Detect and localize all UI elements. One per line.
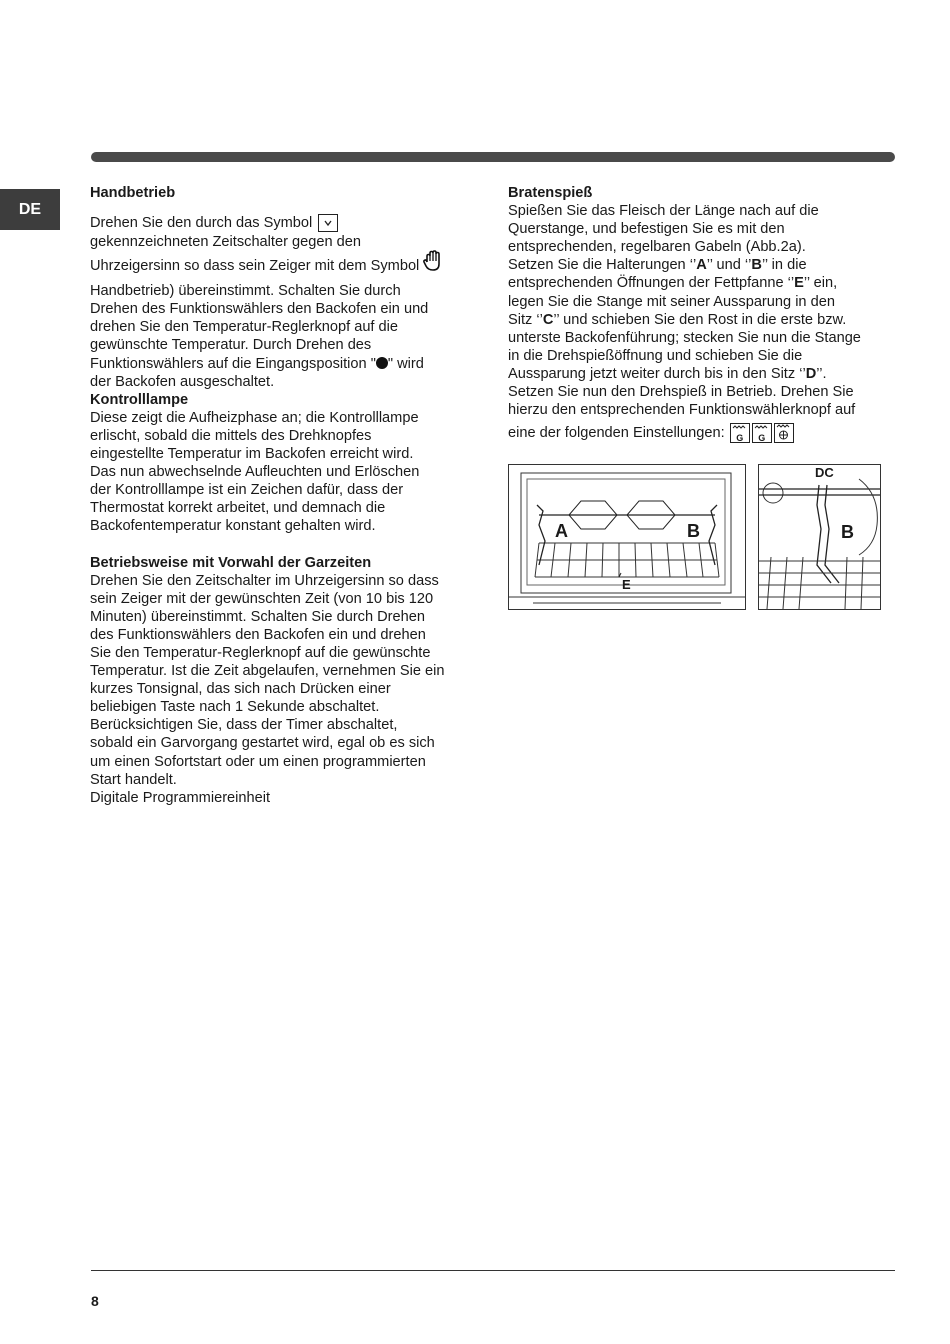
text-line: Drehen des Funktionswählers den Backofen ein und (90, 301, 429, 318)
text-line: hierzu den entsprechenden Funktionswählerknopf auf (508, 402, 856, 419)
right-column (508, 184, 888, 447)
text-line: Drehen Sie den Zeitschalter im Uhrzeigersinn so dass (90, 572, 439, 589)
figure-label-e: E (622, 577, 631, 592)
text-line: erlischt, sobald die mittels des Drehknopfes (90, 427, 372, 444)
page-number: 8 (91, 1293, 99, 1309)
text-line: Backofentemperatur konstant gehalten wird. (90, 518, 376, 535)
text-line: gewünschte Temperatur. Durch Drehen des (90, 337, 372, 354)
figure-label-b: B (687, 521, 700, 541)
text-line: Setzen Sie die Halterungen ‘’ (508, 257, 697, 274)
text-line: eine der folgenden Einstellungen: (508, 425, 725, 442)
text-line: der Backofen ausgeschaltet. (90, 373, 275, 390)
text-line: Handbetrieb) übereinstimmt. Schalten Sie durch (90, 283, 401, 300)
text-line: ’’. (816, 365, 827, 382)
text-line: ’’ ein, (803, 275, 838, 292)
text-line: gekennzeichneten Zeitschalter gegen den (90, 234, 361, 251)
hand-icon (423, 250, 443, 282)
text-line: Drehen Sie den durch das Symbol (90, 215, 313, 232)
header-bar (91, 152, 895, 162)
text-line: Berücksichtigen Sie, dass der Timer abschaltet, (90, 717, 398, 734)
text-line: der Kontrolllampe ist ein Zeichen dafür, dass der (90, 482, 404, 499)
grill-fan-icon (774, 423, 794, 443)
text-line: Das nun abwechselnde Aufleuchten und Erlöschen (90, 464, 420, 481)
text-line: sein Zeiger mit der gewünschten Zeit (von 10 bis 120 (90, 590, 434, 607)
left-column (90, 184, 475, 807)
text-line: Aussparung jetzt weiter durch bis in den Sitz ‘’ (508, 365, 806, 382)
text-line: beliebigen Taste nach 1 Sekunde abschaltet. (90, 699, 380, 716)
text-line: entsprechenden, regelbaren Gabeln (Abb.2a). (508, 239, 806, 256)
text-line: Sitz ‘’ (508, 311, 543, 328)
rotisserie-figure-oven (508, 464, 746, 610)
section-title-vorwahl: Betriebsweise mit Vorwahl der Garzeiten (90, 554, 372, 571)
text-line: drehen Sie den Temperatur-Reglerknopf auf die (90, 319, 399, 336)
label-b: B (751, 257, 762, 274)
text-line: Temperatur. Ist die Zeit abgelaufen, vernehmen Sie ein (90, 663, 445, 680)
grill-g-icon: G (730, 423, 750, 443)
off-dot-icon (376, 357, 388, 369)
label-e: E (794, 275, 804, 292)
label-d: D (805, 365, 817, 382)
text-line: ’’ und ‘’ (706, 257, 752, 274)
text-line: sobald ein Garvorgang gestartet wird, egal ob es sich (90, 735, 435, 752)
label-a: A (696, 257, 707, 274)
section-title-bratenspiess: Bratenspieß (508, 185, 593, 201)
text-line: Querstange, und befestigen Sie es mit den (508, 221, 785, 238)
text-line: Sie den Temperatur-Reglerknopf auf die gewünschte (90, 644, 431, 661)
footer-rule (91, 1270, 895, 1271)
text-line: kurzes Tonsignal, das sich nach Drücken einer (90, 681, 391, 698)
text-line: Digitale Programmiereinheit (90, 789, 271, 806)
text-line: um einen Sofortstart oder um einen programmierten (90, 753, 426, 770)
text-line: Spießen Sie das Fleisch der Länge nach auf die (508, 203, 819, 220)
text-line: ’’ in die (761, 257, 807, 274)
section-title-handbetrieb: Handbetrieb (90, 185, 176, 201)
text-line: unterste Backofenführung; stecken Sie nun die Stange (508, 329, 861, 346)
text-line: Start handelt. (90, 771, 177, 788)
text-line: in die Drehspießöffnung und schieben Sie die (508, 347, 803, 364)
text-line: legen Sie die Stange mit seiner Aussparung in den (508, 293, 835, 310)
text-line: entsprechenden Öffnungen der Fettpfanne ‘’ (508, 275, 795, 292)
figure-label-a: A (555, 521, 568, 541)
text-line: Minuten) übereinstimmt. Schalten Sie durch Drehen (90, 608, 426, 625)
section-title-kontrolllampe: Kontrolllampe (90, 391, 189, 408)
figure-label-dc: DC (815, 465, 834, 480)
text-line: Thermostat korrekt arbeitet, und demnach die (90, 500, 386, 517)
language-tab: DE (0, 189, 60, 230)
text-line: des Funktionswählers den Backofen ein und drehen (90, 626, 426, 643)
text-line: Uhrzeigersinn so dass sein Zeiger mit dem Symbol (90, 258, 420, 275)
label-c: C (542, 311, 554, 328)
text-line: eingestellte Temperatur im Backofen erreicht wird. (90, 446, 414, 463)
grill-g-icon-2: G (752, 423, 772, 443)
text-line: Funktionswählers auf die Eingangsposition " (90, 355, 376, 372)
text-line: Diese zeigt die Aufheizphase an; die Kontrolllampe (90, 409, 419, 426)
clock-dial-icon (318, 214, 338, 232)
rotisserie-figure-detail (758, 464, 881, 610)
text-line: Setzen Sie nun den Drehspieß in Betrieb. Drehen Sie (508, 384, 854, 401)
text-line: ’’ und schieben Sie den Rost in die erste bzw. (553, 311, 847, 328)
text-line: " wird (387, 355, 424, 372)
figure-label-b2: B (841, 522, 854, 542)
